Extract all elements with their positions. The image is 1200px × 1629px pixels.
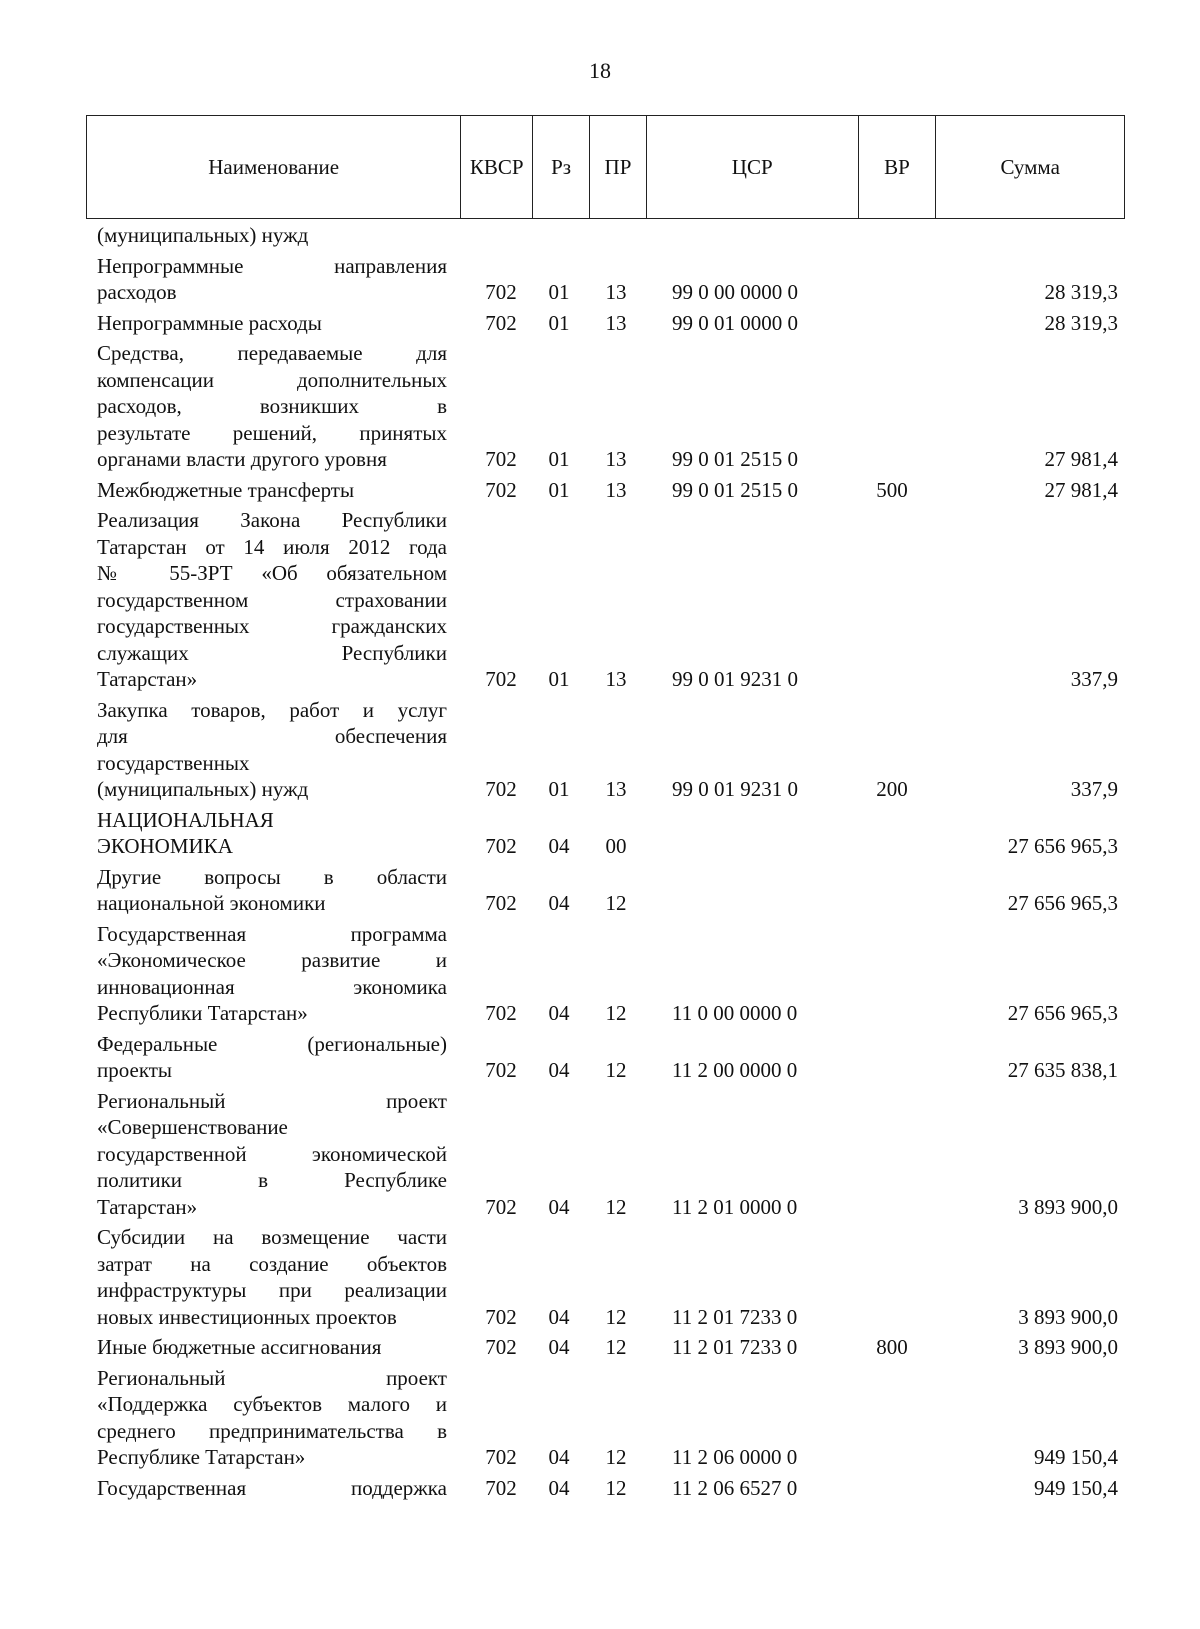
table-row <box>0 1334 1200 1361</box>
row-sum: 27 656 965,3 <box>1007 891 1118 915</box>
row-name-line: национальной экономики <box>97 891 326 915</box>
table-row <box>0 477 1200 504</box>
row-name-line: Региональный проект <box>97 1088 447 1113</box>
row-name <box>97 507 447 693</box>
row-rz: 04 <box>548 1445 570 1469</box>
row-name <box>97 222 447 249</box>
row-sum: 28 319,3 <box>1044 310 1118 335</box>
row-name-line: «Поддержка субъектов малого и <box>97 1392 447 1416</box>
row-csr: 99 0 01 9231 0 <box>672 777 798 801</box>
row-name-line: «Совершенствование <box>97 1115 288 1139</box>
row-csr: 11 2 00 0000 0 <box>672 1058 798 1082</box>
row-name-line: Татарстан» <box>97 1194 198 1219</box>
row-rz: 01 <box>548 477 570 502</box>
row-sum: 27 635 838,1 <box>1007 1058 1118 1082</box>
row-name-line: Государственная программа <box>97 921 447 946</box>
row-kvsr: 702 <box>485 280 517 304</box>
row-rz: 01 <box>548 310 570 335</box>
row-name-line: (муниципальных) нужд <box>97 223 309 247</box>
row-pr: 12 <box>605 1194 627 1219</box>
row-name-line: проекты <box>97 1058 173 1082</box>
row-csr: 11 2 06 0000 0 <box>672 1445 798 1469</box>
header-sum: Сумма <box>935 116 1124 218</box>
table-row <box>0 310 1200 337</box>
row-rz: 04 <box>548 1304 570 1329</box>
row-rz: 01 <box>548 777 570 801</box>
row-sum: 27 656 965,3 <box>1007 834 1118 858</box>
row-sum: 337,9 <box>1070 777 1118 801</box>
row-sum: 949 150,4 <box>1034 1445 1118 1469</box>
row-pr: 12 <box>605 1001 627 1025</box>
table-row <box>0 1031 1200 1084</box>
row-pr: 13 <box>605 310 627 335</box>
row-csr: 11 2 01 7233 0 <box>672 1304 798 1329</box>
row-pr: 12 <box>605 1058 627 1082</box>
row-name-line: Татарстан от 14 июля 2012 года <box>97 534 447 559</box>
row-name-line: Другие вопросы в области <box>97 864 447 889</box>
header-csr: ЦСР <box>646 116 858 218</box>
row-name <box>97 1031 447 1084</box>
row-csr: 11 0 00 0000 0 <box>672 1001 798 1025</box>
row-name-line: Средства, передаваемые для <box>97 341 447 365</box>
header-pr: ПР <box>589 116 646 218</box>
row-name <box>97 1475 447 1502</box>
row-name <box>97 1334 447 1361</box>
row-name-line: № 55-ЗРТ «Об обязательном <box>97 561 447 585</box>
page-number: 18 <box>589 58 611 83</box>
row-pr: 13 <box>605 447 627 471</box>
row-pr: 13 <box>605 667 627 691</box>
row-rz: 04 <box>548 1058 570 1082</box>
row-name-line: органами власти другого уровня <box>97 447 387 471</box>
row-kvsr: 702 <box>485 1001 517 1025</box>
row-pr: 12 <box>605 1445 627 1469</box>
row-kvsr: 702 <box>485 667 517 691</box>
row-rz: 04 <box>548 834 570 858</box>
row-kvsr: 702 <box>485 1445 517 1469</box>
row-kvsr: 702 <box>485 447 517 471</box>
row-sum: 27 981,4 <box>1044 447 1118 471</box>
row-vr: 800 <box>876 1335 908 1359</box>
row-name-line: Иные бюджетные ассигнования <box>97 1335 382 1359</box>
row-name-line: инновационная экономика <box>97 974 447 999</box>
row-kvsr: 702 <box>485 1304 517 1329</box>
row-name-line: Закупка товаров, работ и услуг <box>97 697 447 722</box>
table-row <box>0 1365 1200 1471</box>
row-rz: 04 <box>548 1194 570 1219</box>
row-kvsr: 702 <box>485 1335 517 1359</box>
row-kvsr: 702 <box>485 1475 517 1500</box>
table-row <box>0 222 1200 249</box>
row-name-line: Межбюджетные трансферты <box>97 477 355 502</box>
row-name-line: политики в Республике <box>97 1168 447 1192</box>
row-kvsr: 702 <box>485 1058 517 1082</box>
row-rz: 04 <box>548 1001 570 1025</box>
header-name: Наименование <box>208 154 340 179</box>
row-rz: 04 <box>548 891 570 915</box>
row-vr: 500 <box>876 477 908 502</box>
row-rz: 04 <box>548 1335 570 1359</box>
table-row <box>0 1088 1200 1221</box>
row-sum: 27 656 965,3 <box>1007 1001 1118 1025</box>
row-name-line: затрат на создание объектов <box>97 1251 447 1276</box>
row-kvsr: 702 <box>485 310 517 335</box>
table-row <box>0 1224 1200 1330</box>
row-name <box>97 807 447 860</box>
row-kvsr: 702 <box>485 777 517 801</box>
header-vr: ВР <box>858 116 936 218</box>
row-name-line: государственном страховании <box>97 587 447 612</box>
row-sum: 3 893 900,0 <box>1018 1335 1118 1359</box>
row-pr: 00 <box>605 834 627 858</box>
row-name-line: НАЦИОНАЛЬНАЯ <box>97 807 274 832</box>
row-name-line: среднего предпринимательства в <box>97 1418 447 1443</box>
row-name-line: государственной экономической <box>97 1141 447 1166</box>
row-name-line: Республики Татарстан» <box>97 1001 308 1025</box>
row-kvsr: 702 <box>485 1194 517 1219</box>
row-name-line: Татарстан» <box>97 667 198 691</box>
row-name <box>97 1365 447 1471</box>
row-csr: 11 2 01 7233 0 <box>672 1335 798 1359</box>
row-csr: 11 2 01 0000 0 <box>672 1194 798 1219</box>
table-body <box>0 222 1200 1505</box>
table-header <box>86 115 1125 219</box>
row-pr: 13 <box>605 280 627 304</box>
row-rz: 01 <box>548 667 570 691</box>
row-name <box>97 697 447 803</box>
table-row <box>0 807 1200 860</box>
row-kvsr: 702 <box>485 834 517 858</box>
row-csr: 99 0 01 2515 0 <box>672 477 798 502</box>
table-row <box>0 507 1200 693</box>
row-name-line: расходов, возникших в <box>97 394 447 418</box>
row-name-line: для обеспечения <box>97 724 447 748</box>
row-csr: 99 0 01 2515 0 <box>672 447 798 471</box>
row-pr: 13 <box>605 777 627 801</box>
row-name-line: служащих Республики <box>97 640 447 665</box>
row-name-line: Непрограммные направления <box>97 253 447 278</box>
row-name-line: компенсации дополнительных <box>97 367 447 392</box>
row-name-line: государственных <box>97 750 250 775</box>
table-row <box>0 921 1200 1027</box>
row-kvsr: 702 <box>485 477 517 502</box>
row-sum: 28 319,3 <box>1044 280 1118 304</box>
row-name-line: (муниципальных) нужд <box>97 777 309 801</box>
row-sum: 27 981,4 <box>1044 477 1118 502</box>
row-rz: 01 <box>548 447 570 471</box>
row-sum: 337,9 <box>1070 667 1118 691</box>
table-row <box>0 1475 1200 1502</box>
row-pr: 12 <box>605 1304 627 1329</box>
row-kvsr: 702 <box>485 891 517 915</box>
row-name <box>97 1224 447 1330</box>
row-sum: 3 893 900,0 <box>1018 1194 1118 1219</box>
row-rz: 04 <box>548 1475 570 1500</box>
header-kvsr: КВСР <box>460 116 532 218</box>
table-row <box>0 864 1200 917</box>
row-name <box>97 310 447 337</box>
row-name-line: Федеральные (региональные) <box>97 1031 447 1056</box>
row-csr: 99 0 01 9231 0 <box>672 667 798 691</box>
row-csr: 11 2 06 6527 0 <box>672 1475 798 1500</box>
row-name <box>97 864 447 917</box>
row-name-line: Республике Татарстан» <box>97 1445 306 1469</box>
row-name-line: Региональный проект <box>97 1365 447 1390</box>
row-csr: 99 0 01 0000 0 <box>672 310 798 335</box>
row-name-line: Непрограммные расходы <box>97 310 322 335</box>
row-pr: 12 <box>605 1475 627 1500</box>
row-sum: 3 893 900,0 <box>1018 1304 1118 1329</box>
row-pr: 12 <box>605 1335 627 1359</box>
row-name <box>97 1088 447 1221</box>
row-name-line: государственных гражданских <box>97 614 447 638</box>
row-name-line: новых инвестиционных проектов <box>97 1304 397 1329</box>
row-pr: 12 <box>605 891 627 915</box>
row-name <box>97 477 447 504</box>
row-name-line: результате решений, принятых <box>97 420 447 445</box>
row-name <box>97 921 447 1027</box>
row-rz: 01 <box>548 280 570 304</box>
row-name-line: «Экономическое развитие и <box>97 948 447 972</box>
row-name <box>97 253 447 306</box>
row-name <box>97 340 447 473</box>
row-vr: 200 <box>876 777 908 801</box>
row-name-line: Реализация Закона Республики <box>97 508 447 532</box>
row-name-line: ЭКОНОМИКА <box>97 834 233 858</box>
row-sum: 949 150,4 <box>1034 1475 1118 1500</box>
row-name-line: Государственная поддержка <box>97 1475 447 1500</box>
table-row <box>0 697 1200 803</box>
row-name-line: инфраструктуры при реализации <box>97 1278 447 1302</box>
table-row <box>0 253 1200 306</box>
row-pr: 13 <box>605 477 627 502</box>
row-name-line: Субсидии на возмещение части <box>97 1225 447 1249</box>
row-csr: 99 0 00 0000 0 <box>672 280 798 304</box>
row-name-line: расходов <box>97 280 177 304</box>
table-row <box>0 340 1200 473</box>
header-rz: Рз <box>532 116 589 218</box>
